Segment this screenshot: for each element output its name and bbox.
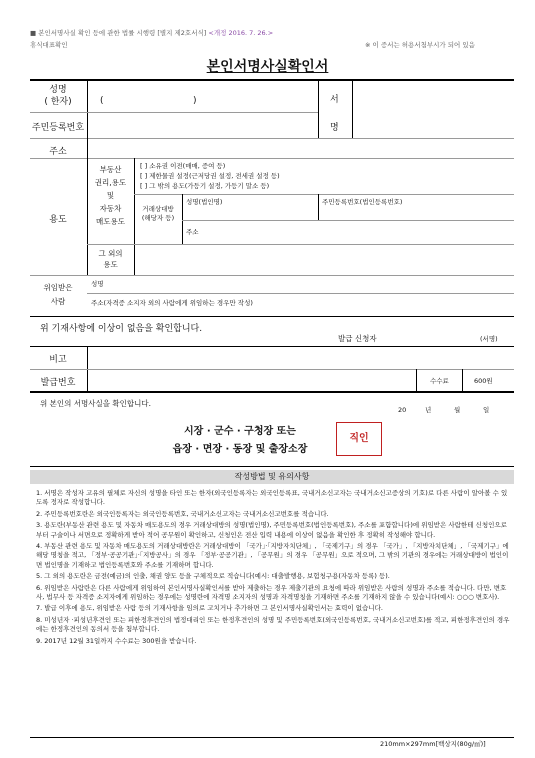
note-input[interactable] xyxy=(90,348,510,366)
instruction-item: 1. 서명은 작성자 고유의 필체로 자신의 성명을 타인 또는 한자(외국인등록자는 외국인등록표, 국내거소신고자는 국내거소신고증상의 기호)로 다른 사람이 알아볼 수 있도록 정자로 작성합니다. xyxy=(36,489,508,507)
rrn-input[interactable] xyxy=(90,114,315,136)
verify-text: 위 본인의 서명사실을 확인합니다. xyxy=(40,399,151,408)
date-year: 20 xyxy=(398,406,407,414)
official-seal: 직인 xyxy=(336,422,382,456)
counterparty-address-label: 주소 xyxy=(186,228,199,236)
instruction-item: 6. 위임받은 사람란은 다른 사람에게 위임하여 본인서명사실확인서를 받아 제출하는 경우 제출기관의 요청에 따라 위임받은 사람의 성명과 주소를 적습니다. 다만, 변호사, 법무사 등 자격증 소지자에게 위임하는 경우에는 성명란에 자격명 소지자의 성명과 자격명칭을 기재하면 주소를 기재하지 않을 수 있습니다(예시: ○○○ 변호사). xyxy=(36,583,507,602)
realestate-label: 부동산 권리,용도 및 자동차 매도용도 xyxy=(94,165,127,226)
instruction-item: 7. 발급 이후에 용도, 위임받은 사람 등의 기재사항을 임의로 고치거나 추가하면 그 본인서명사실확인서는 효력이 없습니다. xyxy=(36,604,383,613)
delegate-address-label: 주소(자격증 소지자 외의 사람에게 위임하는 경우만 작성) xyxy=(91,299,253,307)
sign-label-1: 서 xyxy=(330,95,339,105)
option-transfer[interactable]: [ ] 소유권 이전(매매, 증여 등) xyxy=(140,162,226,170)
instruction-item: 8. 미성년자 ·피성년후견인 또는 피한정후견인의 법정대리인 또는 한정후견인의 성명 및 주민등록번호(외국인등록번호, 국내거소신고번호)를 적고, 피한정후견인의 경우에는 한정후견인의 동의서 등을 첨부합니다. xyxy=(36,615,510,634)
instruction-item: 5. 그 외의 용도란은 금전(예금)의 인출, 채권 양도 등을 구체적으로 적습니다(예시: 대출발행용, 보험청구용(자동차 등록) 등). xyxy=(36,572,390,581)
counterparty-rrn-label: 주민등록번호(법인등록번호) xyxy=(322,198,403,206)
authority-line-1: 시장 · 군수 · 구청장 또는 xyxy=(184,426,296,437)
law-reference: ■ 본인서명사실 확인 등에 관한 법률 시행령 [별지 제2호서식] <개정 2016. 7. 26.> xyxy=(30,29,274,37)
address-label: 주소 xyxy=(49,147,67,157)
instructions-heading: 작성방법 및 유의사항 xyxy=(30,470,514,484)
date-month-suffix: 월 xyxy=(454,406,461,414)
instruction-item: 2. 주민등록번호란은 외국인등록자는 외국인등록번호, 국내거소신고자는 국내거소신고번호를 적습니다. xyxy=(36,509,329,518)
date-year-suffix: 년 xyxy=(425,406,432,414)
authority-line-2: 읍장 · 면장 · 동장 및 출장소장 xyxy=(172,444,308,455)
frame-top xyxy=(30,79,514,81)
instruction-item: 9. 2017년 12월 31일까지 수수료는 300원을 받습니다. xyxy=(36,636,197,645)
applicant-sign-label: (서명) xyxy=(480,335,498,343)
applicant-label: 발급 신청자 xyxy=(338,334,377,343)
option-other[interactable]: [ ] 그 밖의 용도(가등기 설정, 가등기 말소 등) xyxy=(140,182,270,190)
delegate-label: 위임받은 사람 xyxy=(43,283,73,306)
rrn-label: 주민등록번호 xyxy=(31,123,85,133)
instruction-item: 4. 부동산 관련 용도 및 자동차 매도용도의 거래상대방란은 거래상대방이 「국가」·「지방자치단체」, 「국제기구」의 경우 「국가」, 「지방자치단체」, 「국제기구」에 해당 명칭을 적고, 「정부·공공기관」·「지방공사」의 경우 「정부·공공기관」, 「공무원」의 경우 「공무원」으로 적으며, 그 밖의 기관의 경우에는 거래상대방이 법인이면 법인명을 기재하고 법인등록번호와 주소를 기재하며 합니다. xyxy=(36,542,509,569)
counterparty-label: 거래상대방 (해당자 등) xyxy=(141,205,175,222)
paper-spec: 210mm×297mm[백상지(80g/㎡)] xyxy=(380,740,486,748)
issue-number-label: 발급번호 xyxy=(40,378,76,388)
document-title: 본인서명사실확인서 xyxy=(206,59,329,75)
authority xyxy=(140,423,340,459)
instruction-item: 3. 용도란(부동산 관련 용도 및 자동차 매도용도의 경우 거래상대방의 성명(법인명), 주민등록번호(법인등록번호), 주소를 포함합니다)에 위임받은 사람한테 신청인으로부터 구술이나 서면으로 정확하게 받아 적어 공무원이 확인하고, 신청인은 전산 입력 내용에 이상이 없음을 확인한 후 정확히 작성해야 합니다. xyxy=(36,521,507,539)
purpose-label: 용도 xyxy=(49,215,67,225)
sign-label-2: 명 xyxy=(330,123,339,133)
date-day-suffix: 일 xyxy=(483,406,490,414)
signature-area[interactable] xyxy=(355,84,510,136)
confirm-text: 위 기재사항에 이상이 없음을 확인합니다. xyxy=(40,324,203,334)
other-purpose-label: 그 외의 용도 xyxy=(98,249,123,269)
fee-label: 수수료 xyxy=(430,377,449,385)
fee-value: 600원 xyxy=(474,377,493,385)
name-input[interactable] xyxy=(105,86,190,110)
instructions-list xyxy=(36,489,510,648)
name-paren-close: ) xyxy=(193,96,197,106)
note-label: 비고 xyxy=(49,355,67,365)
other-purpose-input[interactable] xyxy=(137,247,509,272)
counterparty-name-label: 성명(법인명) xyxy=(186,198,223,206)
name-paren-open: ( xyxy=(100,96,104,106)
seal-note: 휴식대표확인 xyxy=(30,41,68,49)
option-limited-right[interactable]: [ ] 제한물권 설정(근저당권 설정, 전세권 설정 등) xyxy=(140,172,280,180)
name-label: 성명 ( 한자) xyxy=(44,85,72,107)
address-input[interactable] xyxy=(90,140,510,156)
header-note: ※ 이 증서는 허용서첨부시가 되어 있음 xyxy=(365,41,475,49)
delegate-name-label: 성명 xyxy=(91,280,104,288)
